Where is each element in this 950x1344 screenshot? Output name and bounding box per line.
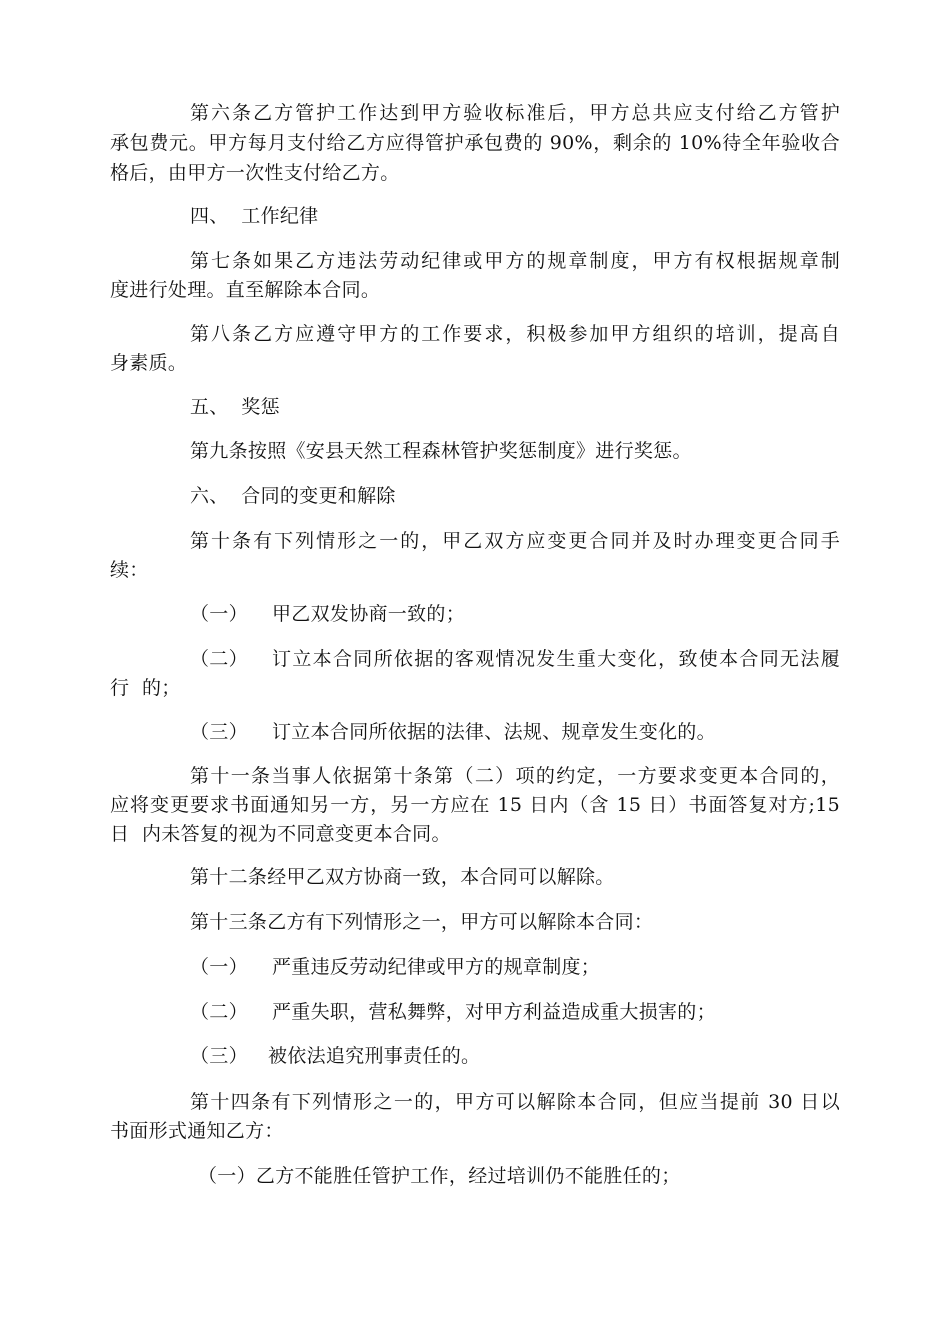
article-10-item-3-number: （三） [190, 721, 248, 743]
article-11-line-2: 应将变更要求书面通知另一方，另一方应在 15 日内（含 15 日）书面答复对方;15 [110, 794, 840, 816]
section-heading-6: 六、 合同的变更和解除 [190, 485, 396, 507]
article-8-line-2: 身素质。 [110, 352, 188, 374]
article-6-line-1: 第六条乙方管护工作达到甲方验收标准后，甲方总共应支付给乙方管护 [190, 102, 840, 124]
article-11-line-3: 日 内未答复的视为不同意变更本合同。 [110, 823, 451, 845]
article-12: 第十二条经甲乙双方协商一致，本合同可以解除。 [190, 866, 615, 888]
article-14-item-1: （一）乙方不能胜任管护工作，经过培训仍不能胜任的； [198, 1165, 681, 1187]
article-6-line-3: 格后，由甲方一次性支付给乙方。 [110, 162, 400, 184]
article-10-line-1: 第十条有下列情形之一的，甲乙双方应变更合同并及时办理变更合同手 [190, 530, 840, 552]
article-13-item-3-text: 被依法追究刑事责任的。 [268, 1045, 481, 1067]
article-10-item-1-text: 甲乙双发协商一致的； [272, 603, 466, 625]
section-heading-5: 五、 奖惩 [190, 396, 280, 418]
article-13-item-1-number: （一） [190, 956, 248, 978]
article-7-line-1: 第七条如果乙方违法劳动纪律或甲方的规章制度，甲方有权根据规章制 [190, 250, 840, 272]
article-13-item-2-number: （二） [190, 1001, 248, 1023]
article-6-line-2: 承包费元。甲方每月支付给乙方应得管护承包费的 90%，剩余的 10%待全年验收合 [110, 132, 840, 154]
article-10-item-1-number: （一） [190, 603, 248, 625]
article-10-item-2-number: （二） [190, 648, 248, 670]
article-11-line-1: 第十一条当事人依据第十条第（二）项的约定，一方要求变更本合同的， [190, 765, 840, 787]
article-9: 第九条按照《安县天然工程森林管护奖惩制度》进行奖惩。 [190, 440, 692, 462]
article-13-item-3-number: （三） [190, 1045, 248, 1067]
article-13-item-2-text: 严重失职，营私舞弊，对甲方利益造成重大损害的； [272, 1001, 716, 1023]
article-14-line-1: 第十四条有下列情形之一的，甲方可以解除本合同，但应当提前 30 日以 [190, 1091, 840, 1113]
article-13-item-1-text: 严重违反劳动纪律或甲方的规章制度； [272, 956, 601, 978]
article-10-item-3-text: 订立本合同所依据的法律、法规、规章发生变化的。 [272, 721, 716, 743]
article-10-item-2-line-2: 行 的； [110, 677, 181, 699]
article-8-line-1: 第八条乙方应遵守甲方的工作要求，积极参加甲方组织的培训，提高自 [190, 323, 840, 345]
article-10-item-2-line-1: 订立本合同所依据的客观情况发生重大变化，致使本合同无法履 [272, 648, 840, 670]
article-10-line-2: 续： [110, 559, 149, 581]
section-heading-4: 四、 工作纪律 [190, 205, 319, 227]
article-7-line-2: 度进行处理。直至解除本合同。 [110, 279, 381, 301]
article-14-line-2: 书面形式通知乙方： [110, 1120, 284, 1142]
article-13: 第十三条乙方有下列情形之一，甲方可以解除本合同： [190, 911, 654, 933]
